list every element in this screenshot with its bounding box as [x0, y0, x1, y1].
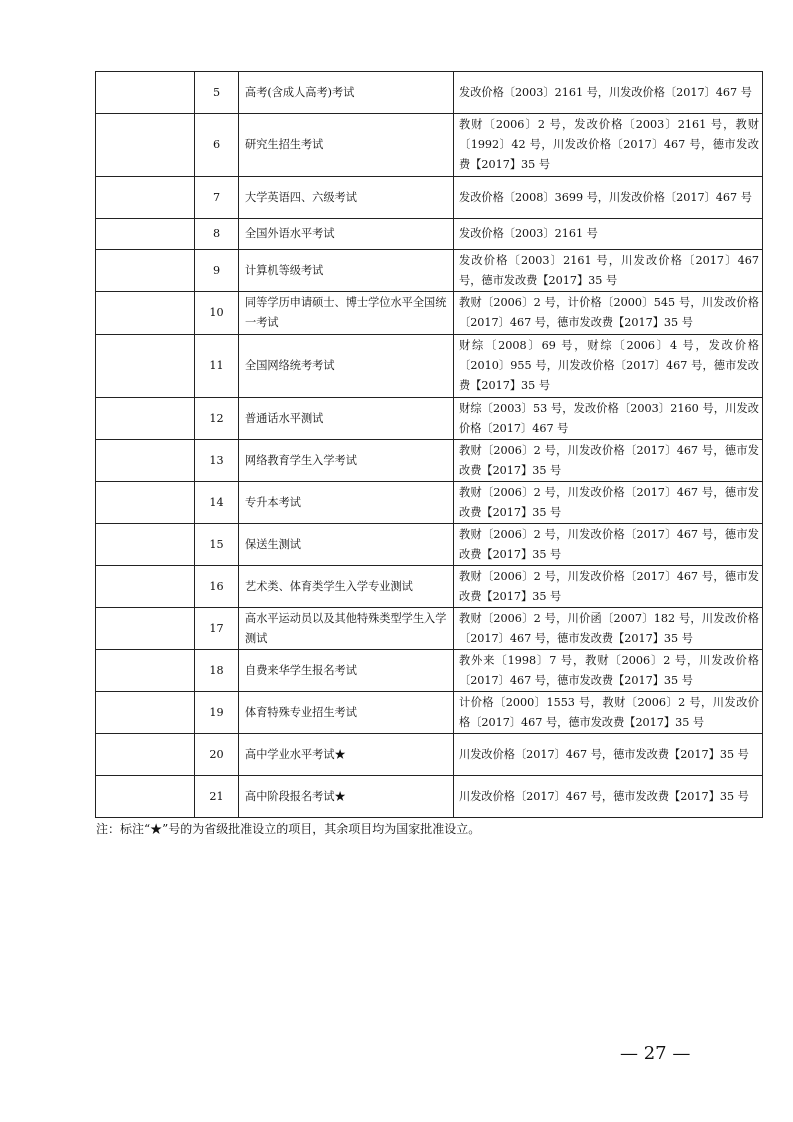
row-number: 7 [195, 177, 239, 219]
category-cell [96, 650, 195, 692]
exam-name: 高考(含成人高考)考试 [239, 72, 454, 114]
policy-basis: 教财〔2006〕2 号，川发改价格〔2017〕467 号，德市发改费【2017】35 号 [454, 524, 763, 566]
category-cell [96, 566, 195, 608]
category-cell [96, 177, 195, 219]
table-row [96, 482, 763, 524]
exam-name: 同等学历申请硕士、博士学位水平全国统一考试 [239, 292, 454, 335]
exam-name: 大学英语四、六级考试 [239, 177, 454, 219]
table-row [96, 440, 763, 482]
policy-basis: 教财〔2006〕2 号，川价函〔2007〕182 号，川发改价格〔2017〕467 号，德市发改费【2017】35 号 [454, 608, 763, 650]
row-number: 18 [195, 650, 239, 692]
exam-name: 艺术类、体育类学生入学专业测试 [239, 566, 454, 608]
table-row [96, 219, 763, 250]
policy-basis: 教外来〔1998〕7 号，教财〔2006〕2 号，川发改价格〔2017〕467 号，德市发改费【2017】35 号 [454, 650, 763, 692]
table-body [96, 72, 763, 818]
table-row [96, 566, 763, 608]
row-number: 9 [195, 250, 239, 292]
table-row [96, 250, 763, 292]
exam-name: 研究生招生考试 [239, 114, 454, 177]
policy-basis: 川发改价格〔2017〕467 号，德市发改费【2017】35 号 [454, 776, 763, 818]
row-number: 10 [195, 292, 239, 335]
policy-basis: 发改价格〔2003〕2161 号，川发改价格〔2017〕467 号，德市发改费【2017】35 号 [454, 250, 763, 292]
exam-name: 保送生测试 [239, 524, 454, 566]
policy-basis: 发改价格〔2003〕2161 号，川发改价格〔2017〕467 号 [454, 72, 763, 114]
table-row [96, 524, 763, 566]
category-cell [96, 250, 195, 292]
category-cell [96, 734, 195, 776]
category-cell [96, 114, 195, 177]
exam-name: 网络教育学生入学考试 [239, 440, 454, 482]
table-row [96, 692, 763, 734]
category-cell [96, 72, 195, 114]
exam-name: 普通话水平测试 [239, 398, 454, 440]
category-cell [96, 398, 195, 440]
exam-name: 全国网络统考考试 [239, 335, 454, 398]
row-number: 21 [195, 776, 239, 818]
category-cell [96, 692, 195, 734]
table-row [96, 292, 763, 335]
row-number: 13 [195, 440, 239, 482]
category-cell [96, 440, 195, 482]
policy-basis: 教财〔2006〕2 号，川发改价格〔2017〕467 号，德市发改费【2017】35 号 [454, 482, 763, 524]
row-number: 5 [195, 72, 239, 114]
exam-name: 高水平运动员以及其他特殊类型学生入学测试 [239, 608, 454, 650]
table-row [96, 734, 763, 776]
policy-basis: 教财〔2006〕2 号，发改价格〔2003〕2161 号，教财〔1992〕42 号，川发改价格〔2017〕467 号，德市发改费【2017】35 号 [454, 114, 763, 177]
category-cell [96, 292, 195, 335]
table-row [96, 72, 763, 114]
category-cell [96, 524, 195, 566]
policy-basis: 财综〔2003〕53 号，发改价格〔2003〕2160 号，川发改价格〔2017〕467 号 [454, 398, 763, 440]
category-cell [96, 482, 195, 524]
table-footnote: 注：标注“★”号的为省级批准设立的项目，其余项目均为国家批准设立。 [96, 822, 481, 836]
table-row [96, 398, 763, 440]
policy-basis: 财综〔2008〕69 号，财综〔2006〕4 号，发改价格〔2010〕955 号，川发改价格〔2017〕467 号，德市发改费【2017】35 号 [454, 335, 763, 398]
table-row [96, 776, 763, 818]
page-number: — 27 — [620, 1043, 691, 1064]
table-row [96, 335, 763, 398]
policy-basis: 川发改价格〔2017〕467 号，德市发改费【2017】35 号 [454, 734, 763, 776]
table-row [96, 608, 763, 650]
policy-basis: 计价格〔2000〕1553 号，教财〔2006〕2 号，川发改价格〔2017〕467 号，德市发改费【2017】35 号 [454, 692, 763, 734]
exam-name: 计算机等级考试 [239, 250, 454, 292]
category-cell [96, 608, 195, 650]
row-number: 12 [195, 398, 239, 440]
table-row [96, 650, 763, 692]
policy-basis: 发改价格〔2008〕3699 号，川发改价格〔2017〕467 号 [454, 177, 763, 219]
exam-name: 专升本考试 [239, 482, 454, 524]
row-number: 14 [195, 482, 239, 524]
policy-basis: 教财〔2006〕2 号，川发改价格〔2017〕467 号，德市发改费【2017】35 号 [454, 566, 763, 608]
row-number: 16 [195, 566, 239, 608]
category-cell [96, 335, 195, 398]
policy-basis: 教财〔2006〕2 号，计价格〔2000〕545 号，川发改价格〔2017〕467 号，德市发改费【2017】35 号 [454, 292, 763, 335]
exam-name: 高中学业水平考试★ [239, 734, 454, 776]
exam-name: 自费来华学生报名考试 [239, 650, 454, 692]
exam-name: 全国外语水平考试 [239, 219, 454, 250]
row-number: 17 [195, 608, 239, 650]
exam-name: 体育特殊专业招生考试 [239, 692, 454, 734]
table-row [96, 177, 763, 219]
exam-name: 高中阶段报名考试★ [239, 776, 454, 818]
row-number: 8 [195, 219, 239, 250]
row-number: 15 [195, 524, 239, 566]
row-number: 6 [195, 114, 239, 177]
row-number: 11 [195, 335, 239, 398]
category-cell [96, 219, 195, 250]
category-cell [96, 776, 195, 818]
table-row [96, 114, 763, 177]
exam-fee-table [95, 71, 763, 818]
row-number: 19 [195, 692, 239, 734]
row-number: 20 [195, 734, 239, 776]
policy-basis: 教财〔2006〕2 号，川发改价格〔2017〕467 号，德市发改费【2017】35 号 [454, 440, 763, 482]
policy-basis: 发改价格〔2003〕2161 号 [454, 219, 763, 250]
